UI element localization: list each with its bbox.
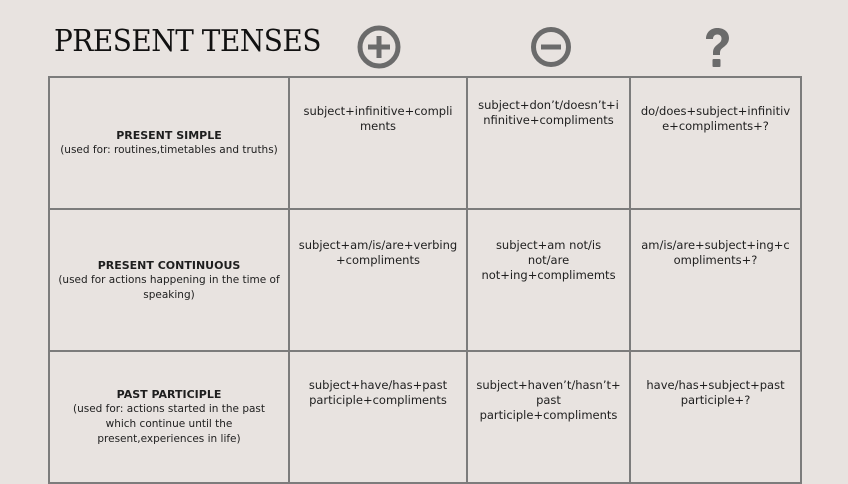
page-title: PRESENT TENSES (54, 24, 321, 59)
tense-usage: (used for: routines,timetables and truths) (60, 144, 278, 156)
plus-circle-icon (356, 24, 402, 70)
tenses-table (48, 76, 802, 484)
tense-cell (49, 209, 289, 351)
tense-name: PRESENT CONTINUOUS (97, 258, 241, 272)
table-row (49, 209, 801, 351)
tense-usage: (used for: actions started in the past which continue until the present,experiences in life) (72, 403, 266, 445)
question-cell: am/is/are+subject+ing+compliments+? (630, 209, 801, 351)
negative-cell: subject+don’t/doesn’t+infinitive+compliments (467, 77, 630, 209)
tense-name: PAST PARTICIPLE (116, 388, 222, 401)
tense-cell (49, 77, 289, 209)
negative-cell: subject+am not/is not/are not+ing+complimemts (467, 209, 630, 351)
question-cell: have/has+subject+past participle+? (630, 351, 801, 483)
tense-name: PRESENT SIMPLE (116, 129, 222, 142)
affirmative-cell: subject+have/has+past participle+compliments (289, 351, 467, 483)
tense-cell (49, 351, 289, 483)
affirmative-cell: subject+am/is/are+verbing+compliments (289, 209, 467, 351)
question-mark-icon (694, 24, 740, 70)
minus-circle-icon (528, 24, 574, 70)
table-row (49, 351, 801, 483)
table-row (49, 77, 801, 209)
tense-usage: (used for actions happening in the time of speaking) (58, 273, 280, 301)
question-cell: do/does+subject+infinitive+compliments+? (630, 77, 801, 209)
affirmative-cell: subject+infinitive+compliments (289, 77, 467, 209)
negative-cell: subject+haven’t/hasn’t+past participle+compliments (467, 351, 630, 483)
